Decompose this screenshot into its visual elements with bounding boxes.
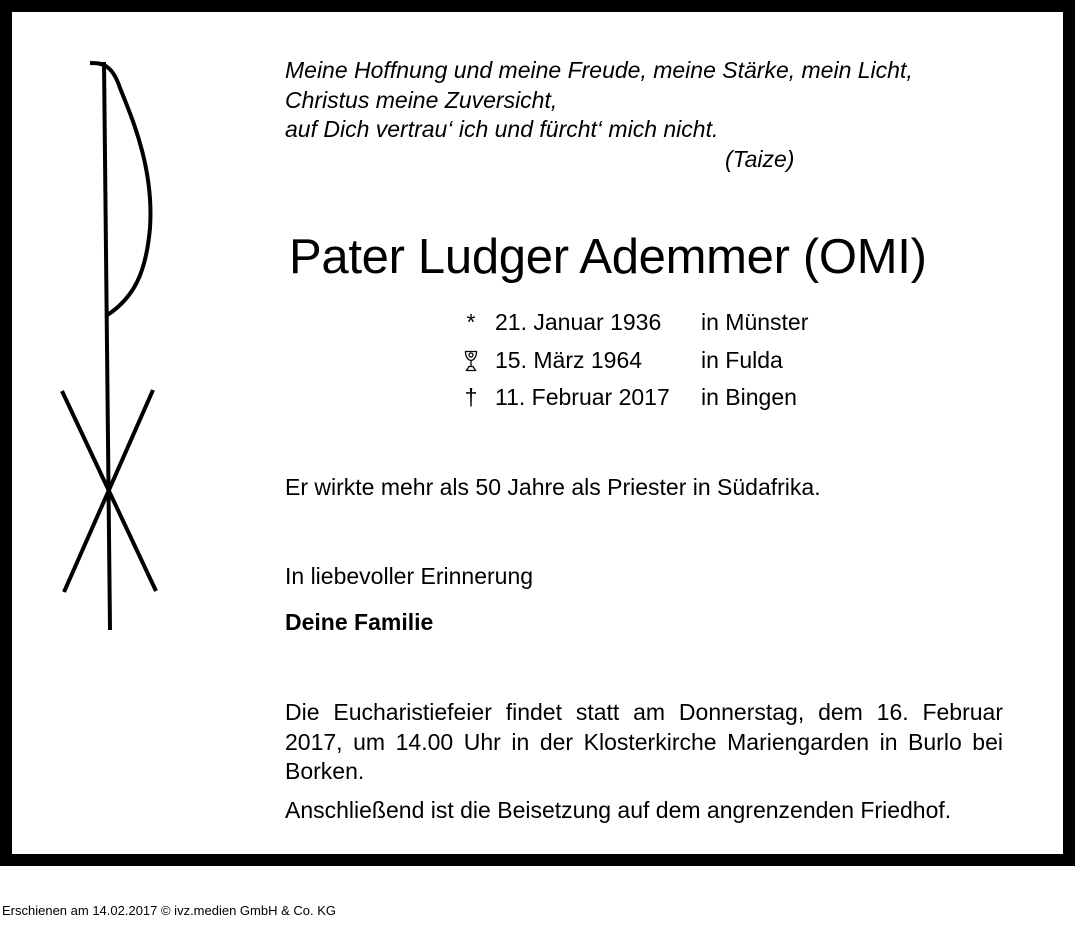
deceased-name: Pater Ludger Ademmer (OMI) — [289, 230, 927, 284]
burial-info: Anschließend ist die Beisetzung auf dem angrenzenden Friedhof. — [285, 797, 952, 823]
chalice-icon — [460, 343, 482, 381]
verse-line: auf Dich vertrau‘ ich und fürcht‘ mich nicht. — [285, 116, 719, 142]
death-cross-icon: † — [464, 384, 478, 410]
ordination-place: in Fulda — [701, 346, 783, 373]
ordination-date: 15. März 1964 — [495, 346, 643, 373]
birth-date: 21. Januar 1936 — [495, 309, 662, 335]
chi-rho-symbol-icon — [54, 58, 164, 638]
birth-asterisk-icon: * — [466, 309, 476, 335]
birth-place: in Münster — [701, 309, 809, 335]
closing-text: In liebevoller Erinnerung — [285, 563, 534, 589]
publication-footer: Erschienen am 14.02.2017 © ivz.medien GmbH & Co. KG — [2, 903, 337, 918]
death-date: 11. Februar 2017 — [495, 384, 670, 410]
verse-line: Meine Hoffnung und meine Freude, meine Stärke, mein Licht, — [285, 57, 913, 83]
death-place: in Bingen — [701, 384, 797, 410]
verse-line: Christus meine Zuversicht, — [285, 86, 558, 113]
verse-source: (Taize) — [725, 145, 795, 172]
service-info: Die Eucharistiefeier findet statt am Donnerstag, dem 16. Februar 2017, um 14.00 Uhr in der Klosterkirche Mariengarden in Burlo bei Borken. — [285, 699, 1003, 784]
biography-text: Er wirkte mehr als 50 Jahre als Priester in Südafrika. — [285, 474, 821, 500]
verse-quote — [285, 56, 1005, 174]
signature-text: Deine Familie — [285, 609, 434, 635]
